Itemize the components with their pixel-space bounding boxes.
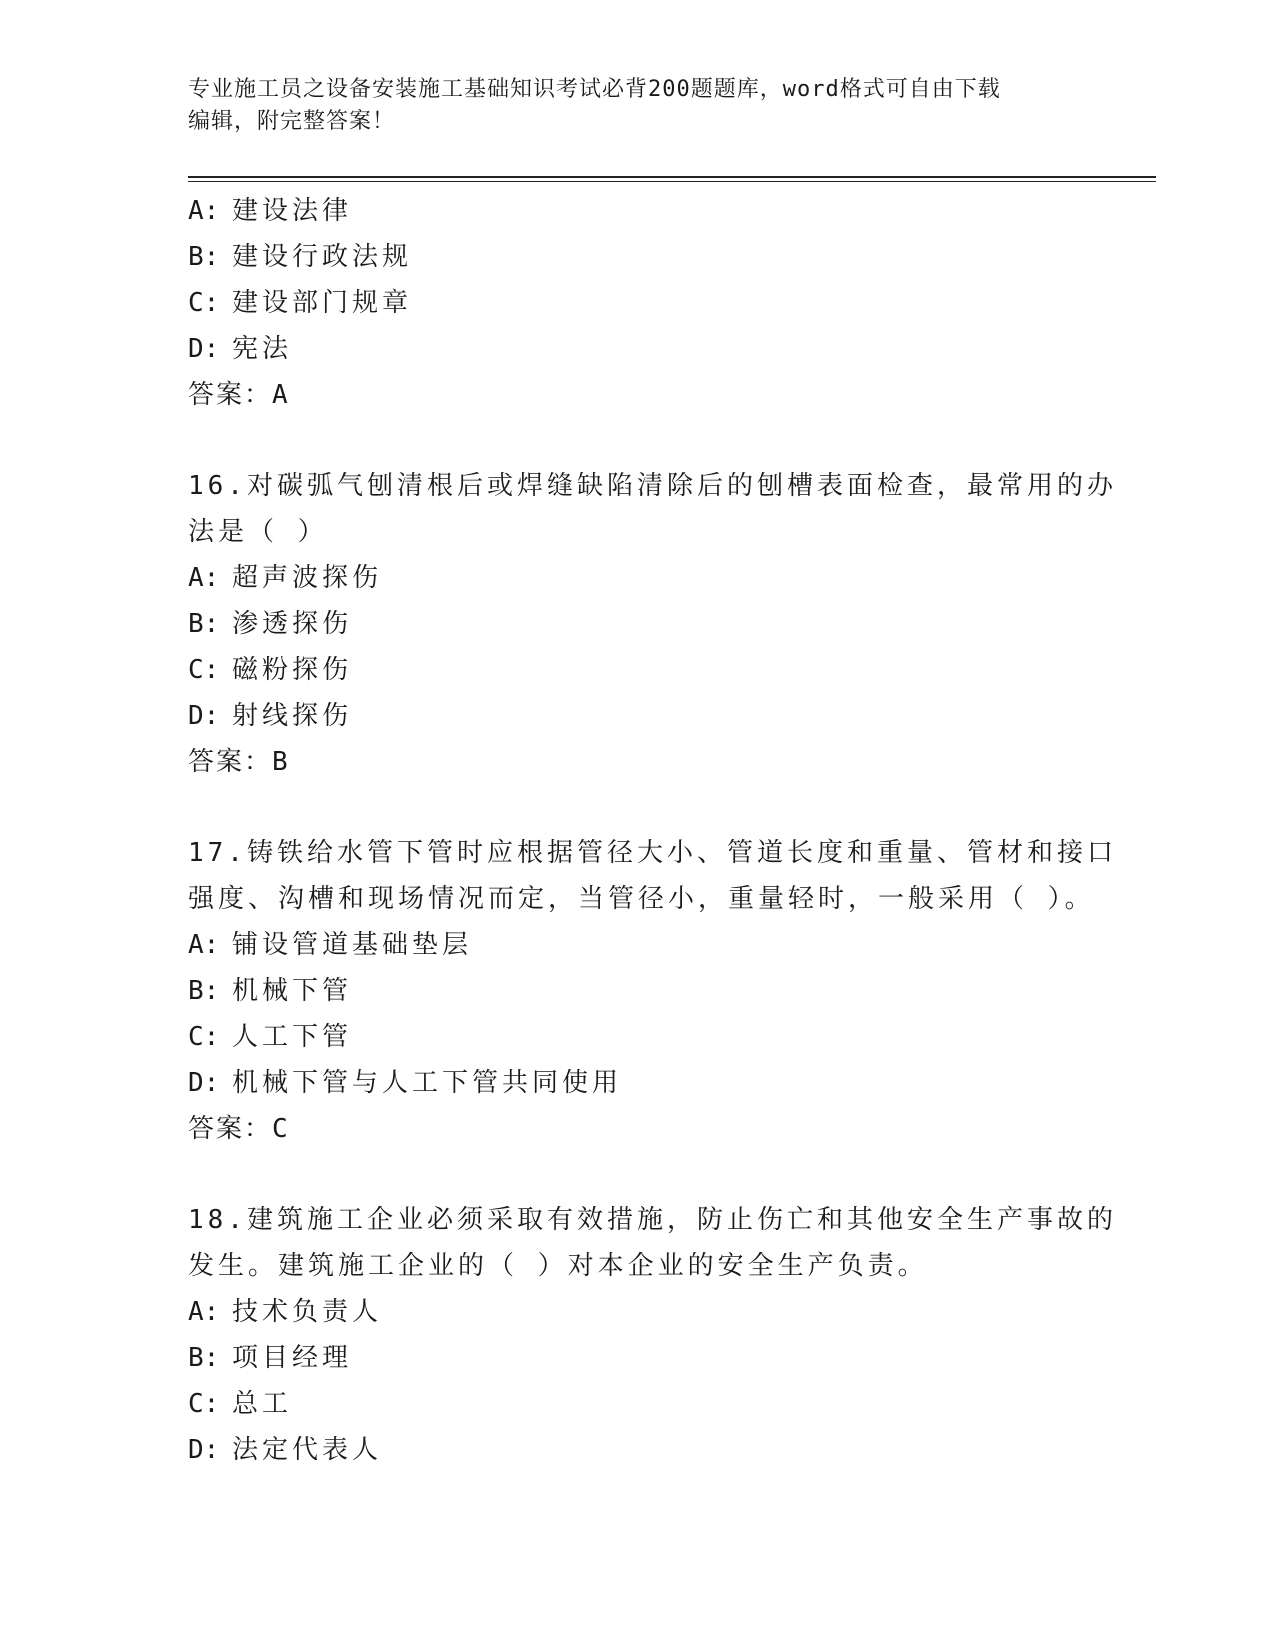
option-text: 磁粉探伤 xyxy=(232,655,353,685)
question-text-line: 16.对碳弧气刨清根后或焊缝缺陷清除后的刨槽表面检查，最常用的办 xyxy=(188,471,1117,501)
option-c xyxy=(188,647,1088,693)
question-text-line: 强度、沟槽和现场情况而定，当管径小，重量轻时，一般采用（ ）。 xyxy=(188,884,1095,914)
option-text: 项目经理 xyxy=(232,1343,353,1373)
option-label: C: xyxy=(188,655,220,685)
option-label: C: xyxy=(188,288,220,318)
option-text: 铺设管道基础垫层 xyxy=(232,930,473,960)
option-text: 建设行政法规 xyxy=(232,242,413,272)
question-text-line: 17.铸铁给水管下管时应根据管径大小、管道长度和重量、管材和接口 xyxy=(188,838,1117,868)
option-label: B: xyxy=(188,976,220,1006)
question-list xyxy=(188,188,1117,1473)
option-text: 超声波探伤 xyxy=(232,563,383,593)
option-label: A: xyxy=(188,563,220,593)
option-label: B: xyxy=(188,609,220,639)
option-label: D: xyxy=(188,1435,220,1465)
option-text: 总工 xyxy=(232,1389,293,1419)
option-b xyxy=(188,234,1088,280)
option-b xyxy=(188,968,1088,1014)
option-d xyxy=(188,693,1088,739)
option-a xyxy=(188,922,1088,968)
option-d xyxy=(188,1427,1088,1473)
option-text: 法定代表人 xyxy=(232,1435,383,1465)
option-label: B: xyxy=(188,1343,220,1373)
spacer xyxy=(188,1152,1088,1197)
question-16 xyxy=(188,463,1117,785)
option-text: 机械下管 xyxy=(232,976,353,1006)
option-b xyxy=(188,1335,1088,1381)
option-text: 人工下管 xyxy=(232,1022,353,1052)
option-d xyxy=(188,326,1088,372)
option-text: 技术负责人 xyxy=(232,1297,383,1327)
header-divider xyxy=(188,176,1156,182)
header-line-1: 专业施工员之设备安装施工基础知识考试必背200题题库，word格式可自由下载 xyxy=(188,77,1001,102)
option-text: 机械下管与人工下管共同使用 xyxy=(232,1068,623,1098)
option-c xyxy=(188,1381,1088,1427)
option-label: D: xyxy=(188,1068,220,1098)
option-a xyxy=(188,1289,1088,1335)
question-17 xyxy=(188,830,1117,1152)
option-b xyxy=(188,601,1088,647)
option-label: C: xyxy=(188,1022,220,1052)
option-c xyxy=(188,1014,1088,1060)
option-text: 宪法 xyxy=(232,334,293,364)
option-label: C: xyxy=(188,1389,220,1419)
option-a xyxy=(188,188,1088,234)
document-header xyxy=(188,74,1068,138)
option-text: 建设部门规章 xyxy=(232,288,413,318)
answer-line: 答案：C xyxy=(188,1114,290,1144)
option-text: 渗透探伤 xyxy=(232,609,353,639)
option-label: B: xyxy=(188,242,220,272)
question-text-line: 发生。建筑施工企业的（ ）对本企业的安全生产负责。 xyxy=(188,1251,928,1281)
question-18 xyxy=(188,1197,1117,1473)
spacer xyxy=(188,418,1088,463)
answer-line: 答案：A xyxy=(188,380,290,410)
option-label: D: xyxy=(188,701,220,731)
question-text-line: 18.建筑施工企业必须采取有效措施，防止伤亡和其他安全生产事故的 xyxy=(188,1205,1117,1235)
option-c xyxy=(188,280,1088,326)
answer-line: 答案：B xyxy=(188,747,290,777)
option-d xyxy=(188,1060,1088,1106)
header-line-2: 编辑，附完整答案！ xyxy=(188,109,396,134)
option-label: A: xyxy=(188,1297,220,1327)
option-label: A: xyxy=(188,930,220,960)
option-label: D: xyxy=(188,334,220,364)
option-text: 建设法律 xyxy=(232,196,353,226)
spacer xyxy=(188,785,1088,830)
option-text: 射线探伤 xyxy=(232,701,353,731)
question-15-continuation xyxy=(188,188,1088,418)
option-label: A: xyxy=(188,196,220,226)
question-text-line: 法是（ ） xyxy=(188,517,328,547)
option-a xyxy=(188,555,1088,601)
